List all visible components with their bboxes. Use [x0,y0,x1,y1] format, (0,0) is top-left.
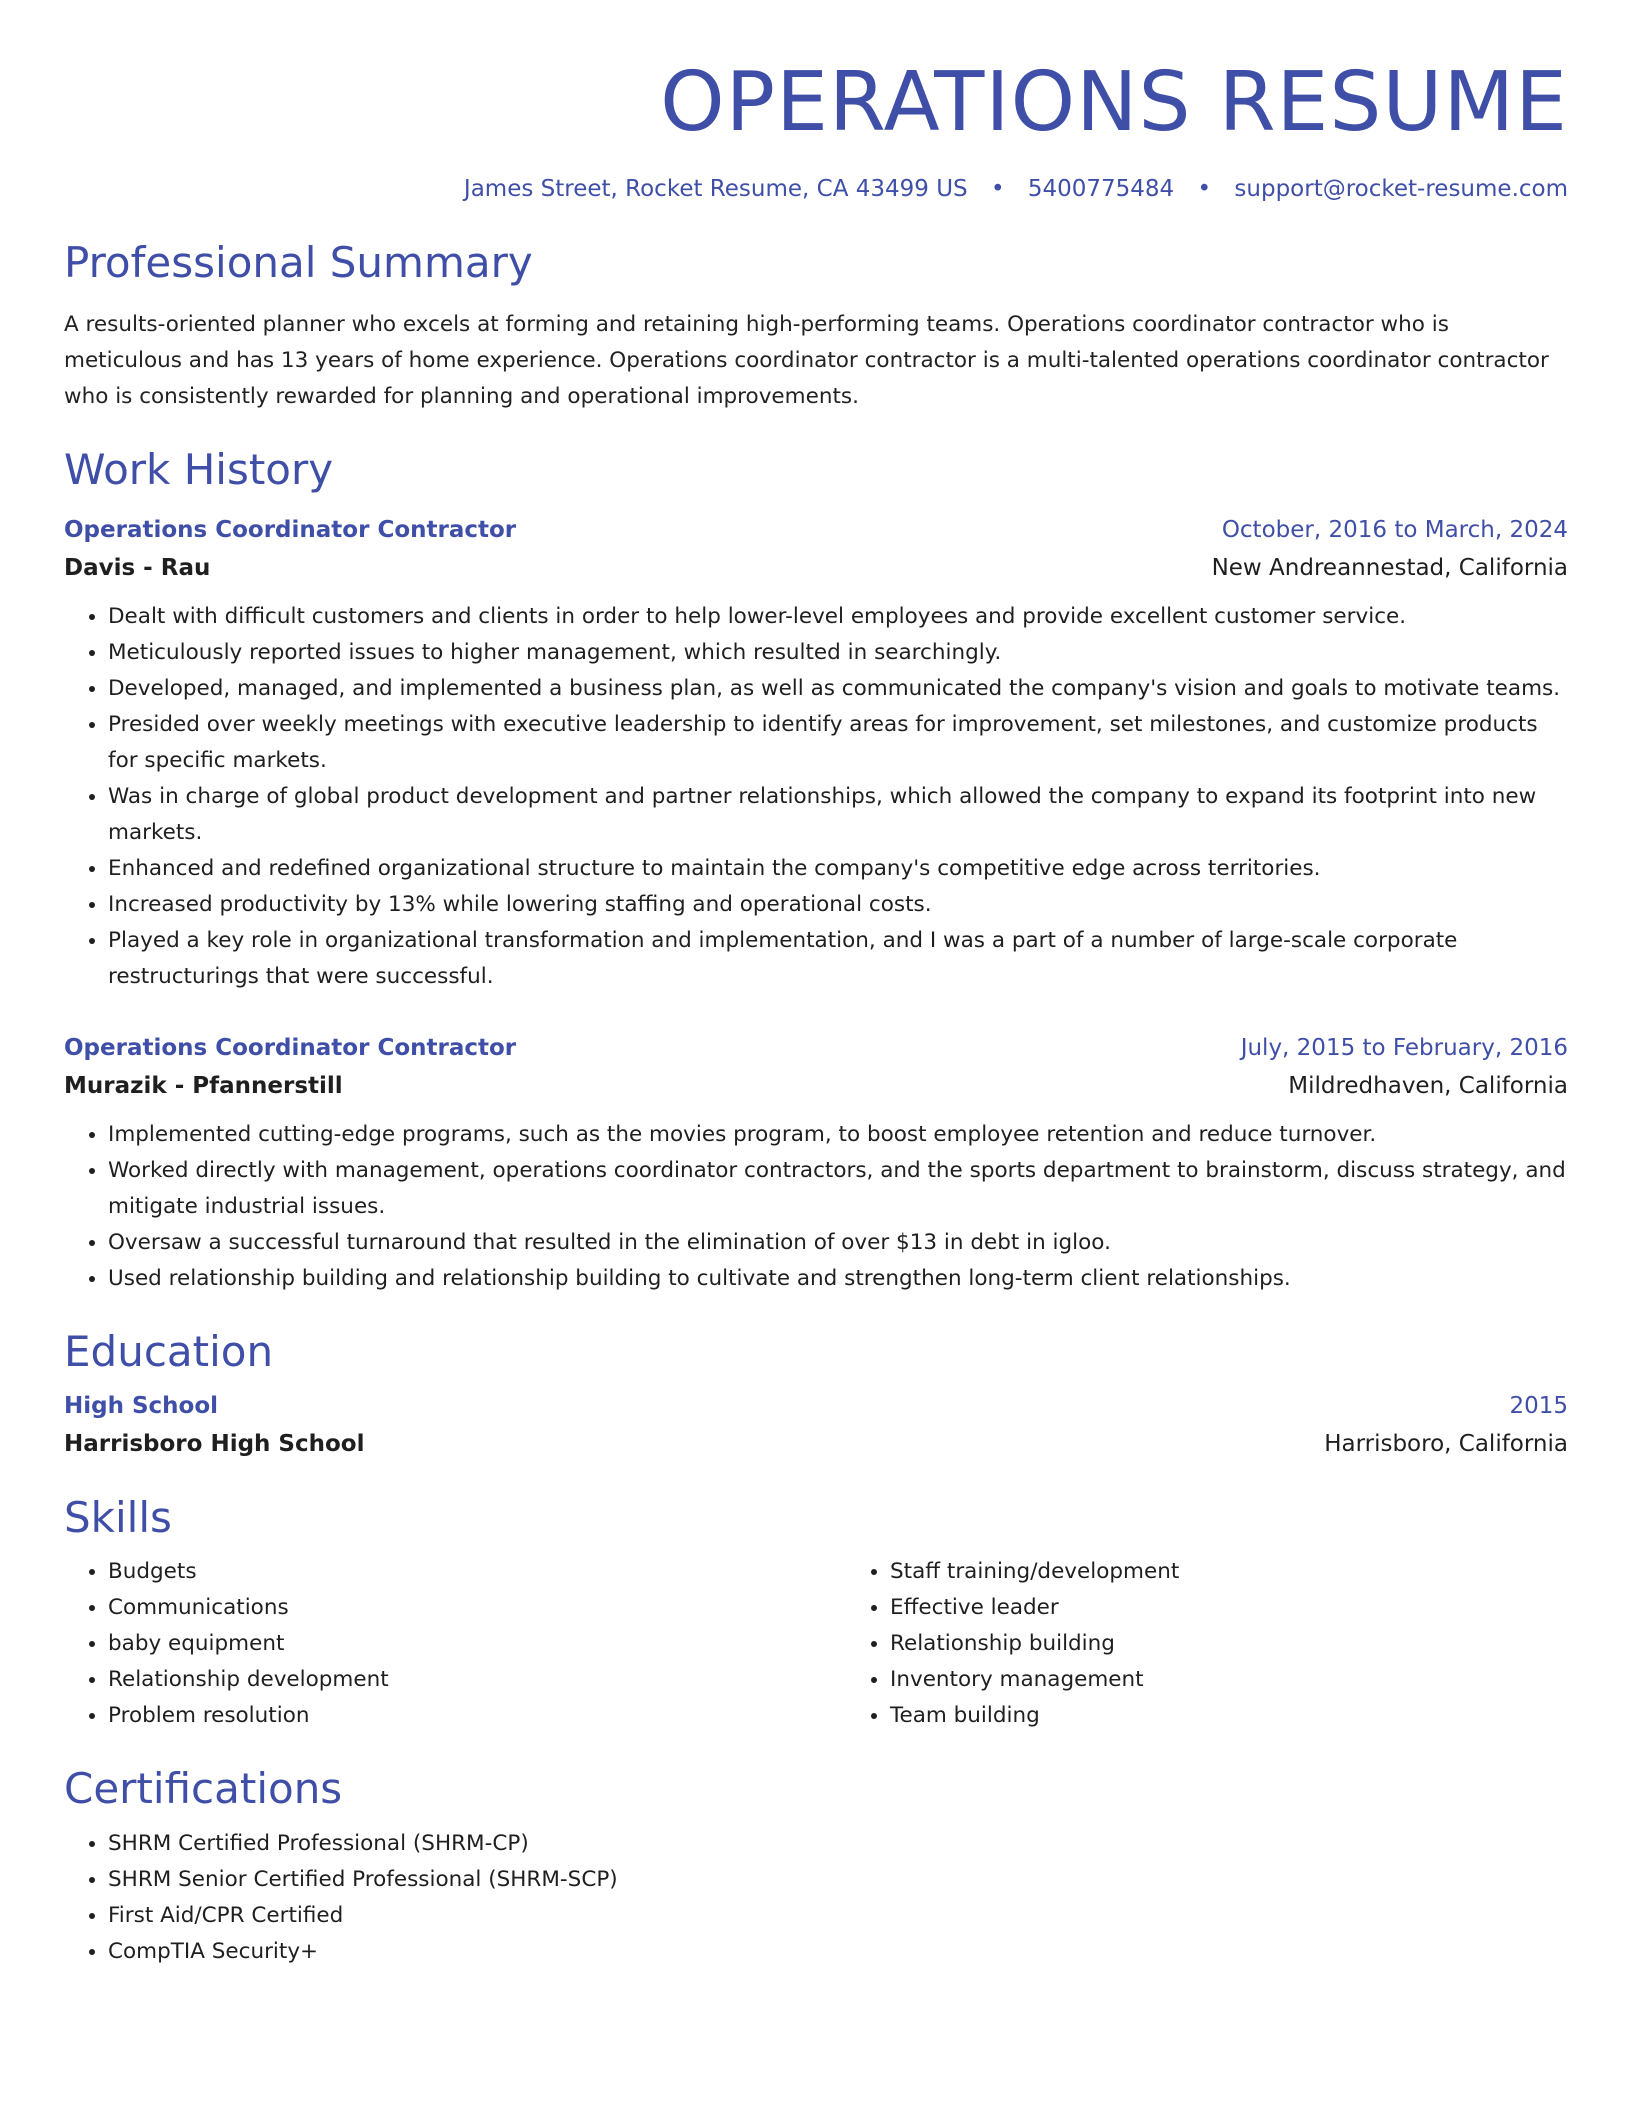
contact-separator: • [990,176,1005,203]
contact-email: support@rocket-resume.com [1234,176,1568,203]
skill-item: • Budgets [108,1554,846,1590]
skill-item: • Effective leader [890,1590,1628,1626]
skills-list-right [846,1554,1628,1734]
summary-text: A results-oriented planner who excels at forming and retaining high-performing teams. Operations coordinator contractor who is meticulous and has 13 years of home experience. Operations coordinator contractor is a multi-talented operations coordinator contractor who is consistently rewarded for planning and operational improvements. [64,311,1549,409]
skills-columns [64,1554,1568,1734]
job-location: Mildredhaven, California [1288,1072,1568,1099]
education-school-row [64,1425,1568,1463]
work-history-section [64,445,1568,1297]
section-heading: Professional Summary [64,238,533,288]
skill-item: • Inventory management [890,1662,1628,1698]
job-entry [64,511,1568,995]
skill-item: • Communications [108,1590,846,1626]
job-dates: October, 2016 to March, 2024 [1221,516,1568,543]
contact-address: James Street, Rocket Resume, CA 43499 US [463,176,968,203]
list-item: • Implemented cutting-edge programs, such as the movies program, to boost employee retention and reduce turnover. [108,1117,1568,1153]
section-heading: Skills [64,1493,172,1543]
skill-item: • Problem resolution [108,1698,846,1734]
skill-item: • baby equipment [108,1626,846,1662]
list-item: • Increased productivity by 13% while lowering staffing and operational costs. [108,887,1568,923]
list-item: • Enhanced and redefined organizational structure to maintain the company's competitive edge across territories. [108,851,1568,887]
job-title-row [64,1029,1568,1067]
certifications-section [64,1764,1568,1970]
education-school: Harrisboro High School [64,1431,365,1458]
resume-header [64,55,1568,203]
list-item: • Worked directly with management, operations coordinator contractors, and the sports department to brainstorm, discuss strategy, and mitigate industrial issues. [108,1153,1568,1225]
list-item: • Meticulously reported issues to higher management, which resulted in searchingly. [108,635,1568,671]
section-heading: Education [64,1326,274,1376]
skill-item: • Team building [890,1698,1628,1734]
education-section [64,1327,1568,1463]
section-heading: Work History [64,444,334,494]
education-entry [64,1387,1568,1463]
section-heading: Certifications [64,1763,343,1813]
list-item: • Oversaw a successful turnaround that resulted in the elimination of over $13 in debt in igloo. [108,1225,1568,1261]
contact-separator: • [1197,176,1212,203]
list-item: • Developed, managed, and implemented a business plan, as well as communicated the company's vision and goals to motivate teams. [108,671,1568,707]
job-entry [64,1029,1568,1297]
job-dates: July, 2015 to February, 2016 [1240,1034,1568,1061]
skill-item: • Relationship building [890,1626,1628,1662]
resume-title: OPERATIONS RESUME [660,55,1568,150]
list-item: • Presided over weekly meetings with executive leadership to identify areas for improvement, set milestones, and customize products for specific markets. [108,707,1568,779]
list-item: • Used relationship building and relationship building to cultivate and strengthen long-term client relationships. [108,1261,1568,1297]
job-title: Operations Coordinator Contractor [64,1034,517,1061]
job-bullet-list [64,599,1568,995]
list-item: • Played a key role in organizational transformation and implementation, and I was a part of a number of large-scale corporate restructurings that were successful. [108,923,1568,995]
skills-section [64,1493,1568,1733]
education-degree-row [64,1387,1568,1425]
list-item: • Dealt with difficult customers and clients in order to help lower-level employees and provide excellent customer service. [108,599,1568,635]
professional-summary-section [64,238,1568,414]
certification-item: • SHRM Certified Professional (SHRM-CP) [108,1826,1568,1862]
job-location: New Andreannestad, California [1211,554,1568,581]
contact-phone: 5400775484 [1027,176,1175,203]
skill-item: • Relationship development [108,1662,846,1698]
list-item: • Was in charge of global product development and partner relationships, which allowed the company to expand its footprint into new markets. [108,779,1568,851]
education-degree: High School [64,1393,219,1420]
skill-item: • Staff training/development [890,1554,1628,1590]
certification-item: • CompTIA Security+ [108,1934,1568,1970]
contact-line [64,176,1568,202]
education-location: Harrisboro, California [1324,1431,1568,1458]
certification-item: • First Aid/CPR Certified [108,1898,1568,1934]
education-year: 2015 [1509,1393,1568,1420]
job-title: Operations Coordinator Contractor [64,516,517,543]
certifications-list [64,1826,1568,1970]
job-company: Murazik - Pfannerstill [64,1072,343,1099]
job-company-row [64,549,1568,587]
job-company-row [64,1067,1568,1105]
skills-list-left [64,1554,846,1734]
job-title-row [64,511,1568,549]
job-bullet-list [64,1117,1568,1297]
job-company: Davis - Rau [64,554,211,581]
certification-item: • SHRM Senior Certified Professional (SHRM-SCP) [108,1862,1568,1898]
